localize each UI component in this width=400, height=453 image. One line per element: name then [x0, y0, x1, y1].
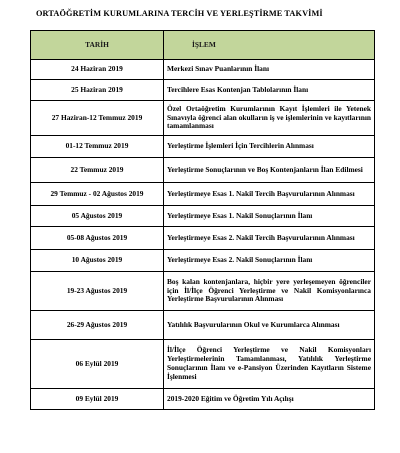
row-operation: Yerleştirmeye Esas 2. Nakil Sonuçlarının İlanı: [164, 250, 375, 272]
column-header-operation: İŞLEM: [164, 31, 375, 60]
table-row: [31, 227, 375, 250]
table-row: [31, 272, 375, 311]
row-date: 10 Ağustos 2019: [31, 250, 164, 272]
table-row: [31, 311, 375, 340]
table-row: [31, 136, 375, 158]
row-operation: Merkezi Sınav Puanlarının İlanı: [164, 60, 375, 80]
row-date: 26-29 Ağustos 2019: [31, 311, 164, 340]
table-row: [31, 340, 375, 389]
table-row: [31, 183, 375, 206]
table-row: [31, 158, 375, 183]
table-row: [31, 206, 375, 227]
row-date: 19-23 Ağustos 2019: [31, 272, 164, 311]
row-date: 05 Ağustos 2019: [31, 206, 164, 227]
row-date: 06 Eylül 2019: [31, 340, 164, 389]
column-header-date: TARİH: [31, 31, 164, 60]
row-operation: Yerleştirmeye Esas 1. Nakil Sonuçlarının İlanı: [164, 206, 375, 227]
row-operation: Yatılılık Başvurularının Okul ve Kurumlarca Alınması: [164, 311, 375, 340]
table-row: [31, 250, 375, 272]
table-header-row: [31, 31, 375, 60]
table-row: [31, 60, 375, 80]
row-operation: Özel Ortaöğretim Kurumlarının Kayıt İşlemleri ile Yetenek Sınavıyla öğrenci alan okulların iş ve işlemlerinin ve kayıtlarının tamamlanması: [164, 101, 375, 136]
row-date: 05-08 Ağustos 2019: [31, 227, 164, 250]
row-date: 24 Haziran 2019: [31, 60, 164, 80]
table-row: [31, 389, 375, 410]
schedule-table: [30, 30, 375, 410]
row-date: 01-12 Temmuz 2019: [31, 136, 164, 158]
document-title: ORTAÖĞRETİM KURUMLARINA TERCİH VE YERLEŞTİRME TAKVİMİ: [36, 9, 323, 18]
table-row: [31, 80, 375, 101]
row-operation: Boş kalan kontenjanlara, hiçbir yere yerleşemeyen öğrenciler için İl/İlçe Öğrenci Yerleştirme ve Nakil Komisyonlarınca Yerleştirme Başvurularının Alınması: [164, 272, 375, 311]
row-operation: 2019-2020 Eğitim ve Öğretim Yılı Açılışı: [164, 389, 375, 410]
row-operation: Tercihlere Esas Kontenjan Tablolarının İlanı: [164, 80, 375, 101]
row-date: 29 Temmuz - 02 Ağustos 2019: [31, 183, 164, 206]
row-operation: Yerleştirme Sonuçlarının ve Boş Kontenjanların İlan Edilmesi: [164, 158, 375, 183]
row-date: 09 Eylül 2019: [31, 389, 164, 410]
row-operation: Yerleştirmeye Esas 2. Nakil Tercih Başvurularının Alınması: [164, 227, 375, 250]
row-operation: İl/İlçe Öğrenci Yerleştirme ve Nakil Komisyonları Yerleştirmelerinin Tamamlanması, Yatılılık Yerleştirme Sonuçlarının İlanı ve e-Pansiyon Üzerinden Kayıtların Sisteme İşlenmesi: [164, 340, 375, 389]
row-operation: Yerleştirme İşlemleri İçin Tercihlerin Alınması: [164, 136, 375, 158]
row-date: 22 Temmuz 2019: [31, 158, 164, 183]
row-operation: Yerleştirmeye Esas 1. Nakil Tercih Başvurularının Alınması: [164, 183, 375, 206]
row-date: 27 Haziran-12 Temmuz 2019: [31, 101, 164, 136]
table-row: [31, 101, 375, 136]
row-date: 25 Haziran 2019: [31, 80, 164, 101]
